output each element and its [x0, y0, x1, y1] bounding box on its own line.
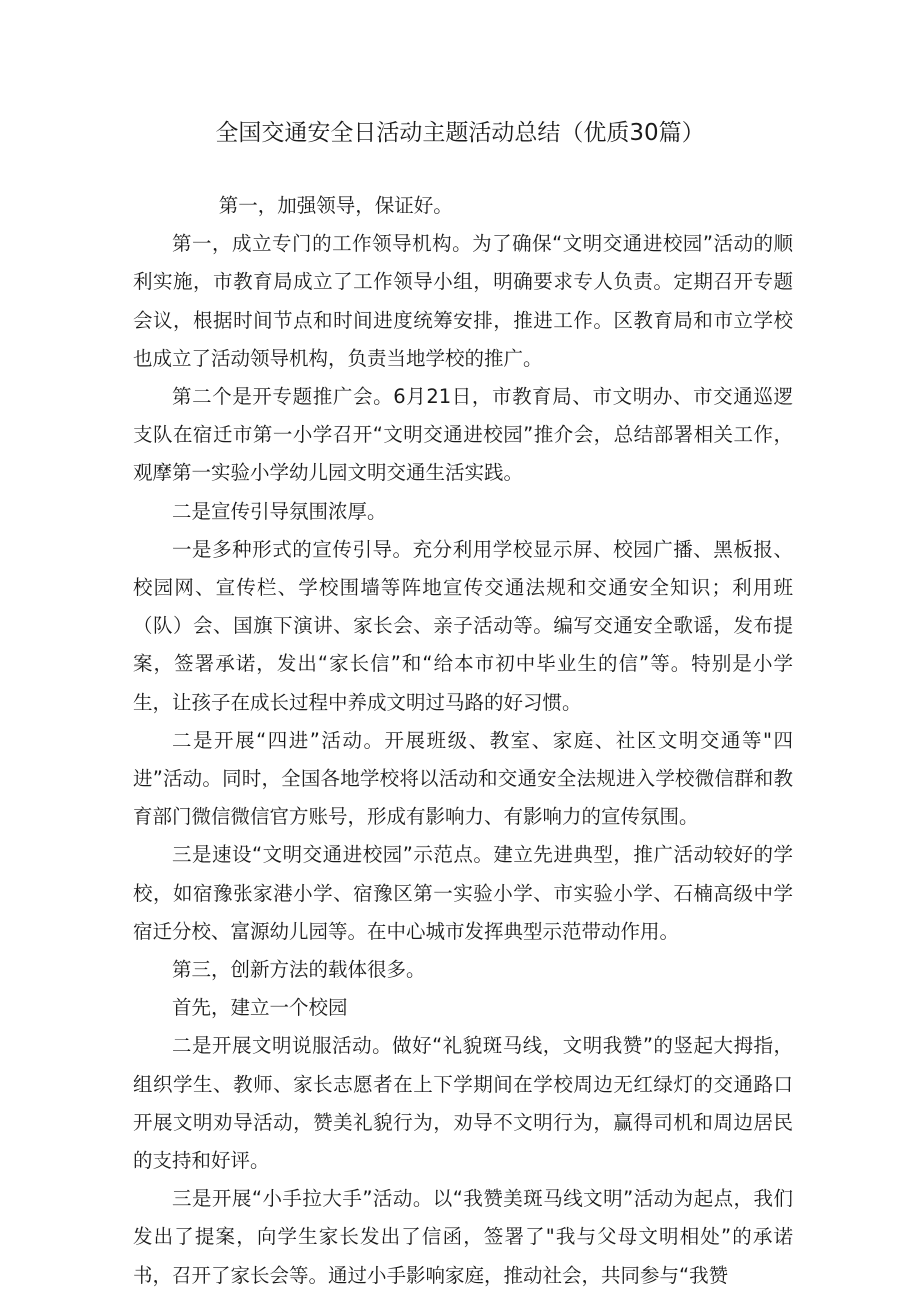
paragraph-6: 二是开展“四进”活动。开展班级、教室、家庭、社区文明交通等"四进”活动。同时，全国各地学校将以活动和交通安全法规进入学校微信群和教育部门微信微信官方账号，形成有影响力、有影响力的宣传氛围。	[133, 728, 793, 829]
document-title: 全国交通安全日活动主题活动总结（优质30篇）	[215, 120, 705, 146]
document-body	[133, 187, 793, 1295]
paragraph-3: 第二个是开专题推广会。6月21日，市教育局、市文明办、市交通巡逻支队在宿迁市第一小学召开“文明交通进校园”推介会，总结部署相关工作，观摩第一实验小学幼儿园文明交通生活实践。	[133, 385, 793, 485]
paragraph-2: 第一，成立专门的工作领导机构。为了确保“文明交通进校园”活动的顺利实施，市教育局成立了工作领导小组，明确要求专人负责。定期召开专题会议，根据时间节点和时间进度统筹安排，推进工作。区教育局和市立学校也成立了活动领导机构，负责当地学校的推广。	[133, 232, 793, 370]
paragraph-4: 二是宣传引导氛围浓厚。	[172, 499, 387, 523]
paragraph-7: 三是速设“文明交通进校园”示范点。建立先进典型，推广活动较好的学校，如宿豫张家港小学、宿豫区第一实验小学、市实验小学、石楠高级中学宿迁分校、富源幼儿园等。在中心城市发挥典型示范带动作用。	[133, 843, 793, 943]
paragraph-1: 第一，加强领导，保证好。	[218, 194, 453, 217]
paragraph-11: 三是开展“小手拉大手”活动。以“我赞美斑马线文明”活动为起点，我们发出了提案，向学生家长发出了信函，签署了"我与父母文明相处”的承诺书，召开了家长会等。通过小手影响家庭，推动社会，共同参与“我赞	[133, 1187, 793, 1287]
paragraph-5: 一是多种形式的宣传引导。充分利用学校显示屏、校园广播、黑板报、校园网、宣传栏、学校围墙等阵地宣传交通法规和交通安全知识；利用班（队）会、国旗下演讲、家长会、亲子活动等。编写交通安全歌谣，发布提案，签署承诺，发出“家长信”和“给本市初中毕业生的信”等。特别是小学生，让孩子在成长过程中养成文明过马路的好习惯。	[133, 537, 793, 714]
paragraph-9: 首先，建立一个校园	[172, 996, 348, 1020]
paragraph-8: 第三，创新方法的载体很多。	[172, 958, 426, 982]
paragraph-10: 二是开展文明说服活动。做好“礼貌斑马线，文明我赞”的竖起大拇指，组织学生、教师、家长志愿者在上下学期间在学校周边无红绿灯的交通路口开展文明劝导活动，赞美礼貌行为，劝导不文明行为，赢得司机和周边居民的支持和好评。	[133, 1034, 793, 1173]
